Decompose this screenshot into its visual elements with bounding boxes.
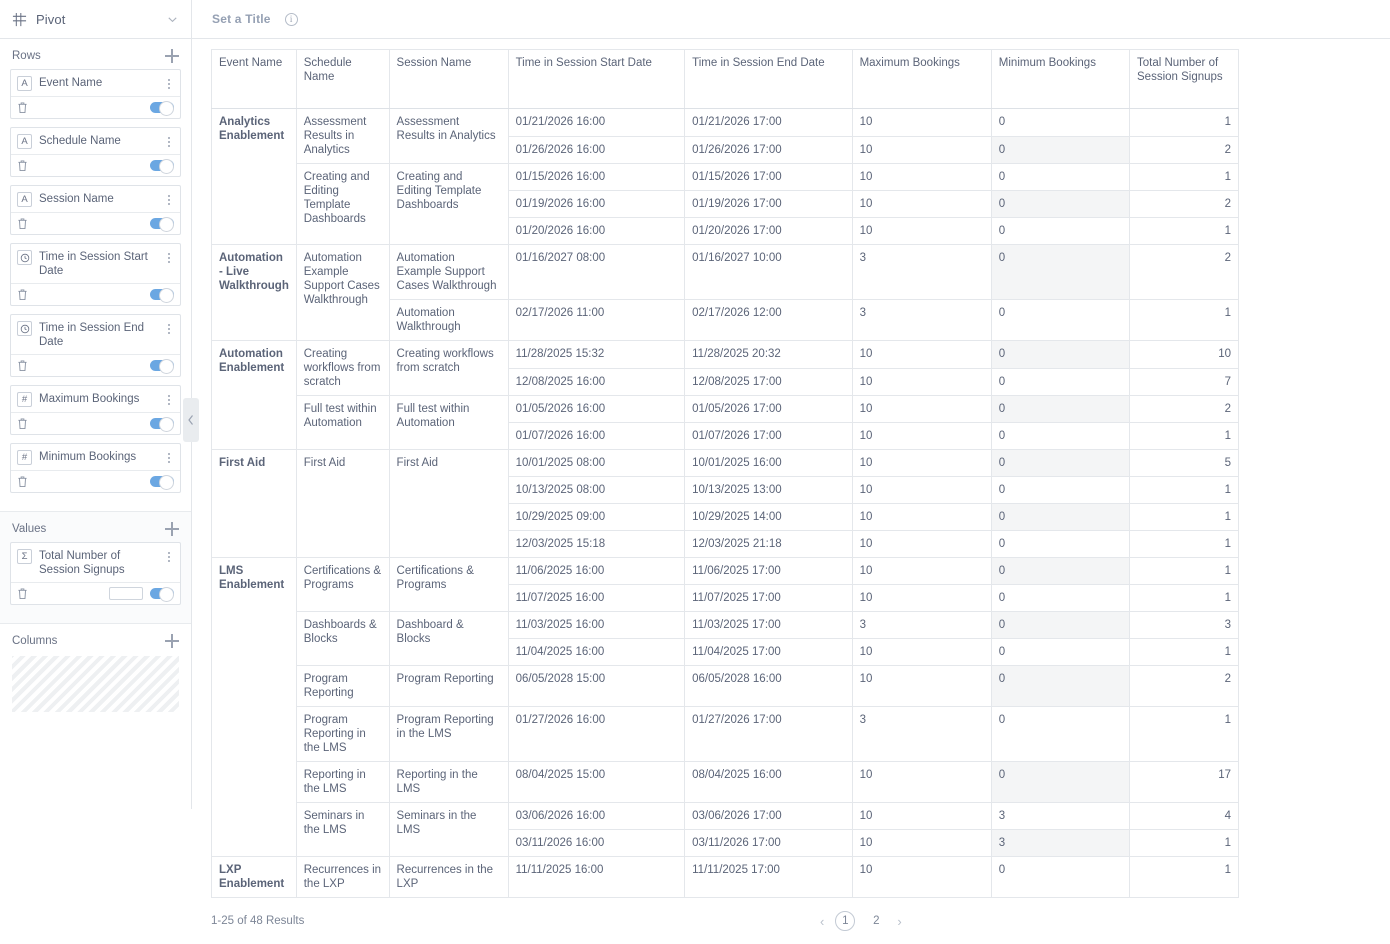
cell-end-date: 10/13/2025 13:00 [685,477,852,504]
cell-schedule-name: Creating workflows from scratch [296,341,389,396]
cell-minimum-bookings: 0 [991,300,1129,341]
page-button-1[interactable]: 1 [835,911,855,931]
field-chip-time-in-session-end-date[interactable] [10,314,181,377]
chip-controls [150,360,174,371]
date-field-icon [17,250,32,265]
delete-icon[interactable] [17,587,28,600]
cell-end-date: 11/04/2025 17:00 [685,639,852,666]
field-chip-maximum-bookings[interactable] [10,385,181,435]
cell-total-session-signups: 2 [1130,245,1239,300]
cell-end-date: 12/08/2025 17:00 [685,368,852,396]
cell-minimum-bookings: 0 [991,218,1129,245]
sidebar-header[interactable] [0,0,191,39]
section-title-rows: Rows [12,50,41,62]
table-row [212,245,1239,300]
cell-maximum-bookings: 10 [852,558,991,585]
section-header-values [10,520,181,542]
cell-maximum-bookings: 10 [852,368,991,396]
field-chip-time-in-session-start-date[interactable] [10,243,181,306]
field-label: Event Name [39,77,103,89]
grid-icon [12,12,27,27]
cell-schedule-name: Automation Example Support Cases Walkthrough [296,245,389,341]
table-row [212,109,1239,137]
sidebar-section-values [0,512,191,623]
table-row [212,450,1239,477]
text-field-icon: A [17,134,32,149]
cell-event-name: Analytics Enablement [212,109,297,245]
cell-schedule-name: Recurrences in the LXP [296,857,389,898]
cell-start-date: 12/03/2025 15:18 [508,531,685,558]
report-header [192,0,1390,39]
prev-page-button[interactable]: ‹ [820,913,825,929]
sidebar-section-columns [0,624,191,722]
cell-total-session-signups: 5 [1130,450,1239,477]
cell-total-session-signups: 1 [1130,707,1239,762]
header-row [212,50,1239,109]
field-menu-button[interactable] [164,320,174,334]
cell-start-date: 01/07/2026 16:00 [508,423,685,450]
cell-maximum-bookings: 10 [852,218,991,245]
cell-maximum-bookings: 10 [852,830,991,857]
cell-maximum-bookings: 10 [852,423,991,450]
report-main [192,0,1390,929]
cell-start-date: 12/08/2025 16:00 [508,368,685,396]
cell-minimum-bookings: 0 [991,639,1129,666]
field-visibility-toggle[interactable] [150,218,174,229]
cell-end-date: 01/15/2026 17:00 [685,164,852,191]
cell-minimum-bookings: 3 [991,803,1129,830]
cell-schedule-name: Certifications & Programs [296,558,389,612]
cell-minimum-bookings: 0 [991,612,1129,639]
cell-start-date: 01/05/2026 16:00 [508,396,685,423]
chip-footer [11,412,180,434]
pivot-table-body [212,109,1239,898]
cell-start-date: 10/29/2025 09:00 [508,504,685,531]
cell-end-date: 01/16/2027 10:00 [685,245,852,300]
cell-start-date: 01/16/2027 08:00 [508,245,685,300]
cell-start-date: 11/28/2025 15:32 [508,341,685,369]
cell-start-date: 01/20/2026 16:00 [508,218,685,245]
sidebar-collapse-handle[interactable] [183,398,199,442]
field-label: Total Number of Session Signups [39,550,125,576]
cell-minimum-bookings: 0 [991,504,1129,531]
cell-session-name: Automation Example Support Cases Walkthrough [389,245,508,300]
field-menu-button[interactable] [164,249,174,263]
cell-minimum-bookings: 0 [991,109,1129,137]
section-title-columns: Columns [12,635,58,647]
cell-total-session-signups: 2 [1130,666,1239,707]
chip-footer [11,470,180,492]
sidebar-sections [0,39,191,809]
column-header-time-in-session-end-date[interactable]: Time in Session End Date [685,50,852,109]
chip-header [11,244,180,283]
field-chip-schedule-name[interactable] [10,127,181,177]
table-row [212,762,1239,803]
column-header-event-name[interactable]: Event Name [212,50,297,109]
cell-minimum-bookings: 0 [991,245,1129,300]
cell-session-name: Creating workflows from scratch [389,341,508,396]
columns-empty-dropzone[interactable] [12,656,179,712]
cell-start-date: 01/26/2026 16:00 [508,136,685,164]
cell-maximum-bookings: 10 [852,585,991,612]
field-menu-button[interactable] [164,191,174,205]
cell-start-date: 03/06/2026 16:00 [508,803,685,830]
cell-maximum-bookings: 10 [852,762,991,803]
table-row [212,857,1239,898]
cell-session-name: Assessment Results in Analytics [389,109,508,164]
results-count: 1-25 of 48 Results [211,915,305,927]
cell-maximum-bookings: 10 [852,477,991,504]
pagination [820,911,902,931]
cell-total-session-signups: 1 [1130,300,1239,341]
delete-icon[interactable] [17,475,28,488]
number-field-icon: # [17,450,32,465]
cell-session-name: Program Reporting in the LMS [389,707,508,762]
cell-maximum-bookings: 10 [852,109,991,137]
chip-footer [11,96,180,118]
cell-minimum-bookings: 0 [991,423,1129,450]
table-row [212,341,1239,369]
cell-event-name: First Aid [212,450,297,558]
chip-controls [150,160,174,171]
cell-end-date: 01/20/2026 17:00 [685,218,852,245]
field-menu-button[interactable] [164,75,174,89]
set-title-button[interactable]: Set a Title [212,12,271,26]
cell-minimum-bookings: 0 [991,762,1129,803]
cell-event-name: Automation Enablement [212,341,297,450]
chip-controls [150,476,174,487]
cell-schedule-name: Seminars in the LMS [296,803,389,857]
cell-event-name: LXP Enablement [212,857,297,898]
cell-start-date: 02/17/2026 11:00 [508,300,685,341]
cell-total-session-signups: 1 [1130,164,1239,191]
cell-maximum-bookings: 3 [852,612,991,639]
cell-total-session-signups: 1 [1130,585,1239,612]
cell-start-date: 01/21/2026 16:00 [508,109,685,137]
delete-icon[interactable] [17,159,28,172]
cell-end-date: 03/11/2026 17:00 [685,830,852,857]
table-row [212,707,1239,762]
field-menu-button[interactable] [164,548,174,562]
cell-total-session-signups: 1 [1130,857,1239,898]
add-value-field-button[interactable] [165,522,179,536]
section-header-rows [10,47,181,69]
field-menu-button[interactable] [164,449,174,463]
cell-minimum-bookings: 0 [991,477,1129,504]
cell-end-date: 11/07/2025 17:00 [685,585,852,612]
chip-footer [11,283,180,305]
cell-maximum-bookings: 10 [852,164,991,191]
cell-start-date: 11/06/2025 16:00 [508,558,685,585]
chip-footer [11,154,180,176]
chip-controls [150,102,174,113]
cell-schedule-name: Dashboards & Blocks [296,612,389,666]
delete-icon[interactable] [17,217,28,230]
sum-field-icon: Σ [17,549,32,564]
cell-end-date: 01/27/2026 17:00 [685,707,852,762]
cell-maximum-bookings: 10 [852,396,991,423]
cell-end-date: 10/29/2025 14:00 [685,504,852,531]
chip-header [11,444,180,470]
field-chip-session-name[interactable] [10,185,181,235]
cell-total-session-signups: 1 [1130,109,1239,137]
cell-maximum-bookings: 10 [852,450,991,477]
cell-schedule-name: Program Reporting in the LMS [296,707,389,762]
cell-schedule-name: Program Reporting [296,666,389,707]
cell-total-session-signups: 1 [1130,558,1239,585]
field-visibility-toggle[interactable] [150,476,174,487]
cell-total-session-signups: 1 [1130,423,1239,450]
cell-end-date: 12/03/2025 21:18 [685,531,852,558]
cell-total-session-signups: 2 [1130,191,1239,218]
cell-maximum-bookings: 3 [852,245,991,300]
column-header-minimum-bookings[interactable]: Minimum Bookings [991,50,1129,109]
cell-maximum-bookings: 10 [852,531,991,558]
chip-controls [109,587,174,600]
field-visibility-toggle[interactable] [150,289,174,300]
cell-maximum-bookings: 10 [852,341,991,369]
pivot-table-container [192,39,1390,898]
cell-session-name: Automation Walkthrough [389,300,508,341]
cell-end-date: 11/11/2025 17:00 [685,857,852,898]
chip-header [11,70,180,96]
cell-schedule-name: First Aid [296,450,389,558]
table-row [212,666,1239,707]
delete-icon[interactable] [17,101,28,114]
column-header-maximum-bookings[interactable]: Maximum Bookings [852,50,991,109]
chevron-left-icon [187,414,195,426]
cell-event-name: Automation - Live Walkthrough [212,245,297,341]
cell-maximum-bookings: 10 [852,191,991,218]
cell-total-session-signups: 3 [1130,612,1239,639]
cell-end-date: 01/21/2026 17:00 [685,109,852,137]
cell-session-name: Recurrences in the LXP [389,857,508,898]
cell-schedule-name: Creating and Editing Template Dashboards [296,164,389,245]
cell-minimum-bookings: 0 [991,857,1129,898]
number-field-icon: # [17,392,32,407]
cell-event-name: LMS Enablement [212,558,297,857]
cell-end-date: 11/06/2025 17:00 [685,558,852,585]
cell-start-date: 06/05/2028 15:00 [508,666,685,707]
cell-minimum-bookings: 0 [991,450,1129,477]
cell-start-date: 11/03/2025 16:00 [508,612,685,639]
chip-header [11,186,180,212]
chip-footer [11,582,180,604]
cell-start-date: 10/01/2025 08:00 [508,450,685,477]
cell-minimum-bookings: 0 [991,341,1129,369]
cell-maximum-bookings: 10 [852,504,991,531]
table-row [212,803,1239,830]
cell-start-date: 11/07/2025 16:00 [508,585,685,612]
cell-minimum-bookings: 0 [991,136,1129,164]
chip-header [11,386,180,412]
cell-minimum-bookings: 3 [991,830,1129,857]
field-label: Time in Session End Date [39,322,145,348]
field-visibility-toggle[interactable] [150,360,174,371]
cell-maximum-bookings: 3 [852,707,991,762]
field-chip-total-number-of-session-signups[interactable] [10,542,181,605]
cell-schedule-name: Reporting in the LMS [296,762,389,803]
cell-session-name: Creating and Editing Template Dashboards [389,164,508,245]
text-field-icon: A [17,76,32,91]
cell-minimum-bookings: 0 [991,531,1129,558]
cell-start-date: 01/27/2026 16:00 [508,707,685,762]
table-row [212,164,1239,191]
chip-controls [150,418,174,429]
delete-icon[interactable] [17,288,28,301]
cell-total-session-signups: 4 [1130,803,1239,830]
cell-total-session-signups: 1 [1130,477,1239,504]
column-header-session-name[interactable]: Session Name [389,50,508,109]
chip-controls [150,289,174,300]
pivot-table [211,49,1239,898]
cell-schedule-name: Full test within Automation [296,396,389,450]
field-label: Maximum Bookings [39,393,140,405]
cell-minimum-bookings: 0 [991,191,1129,218]
cell-total-session-signups: 1 [1130,531,1239,558]
column-header-schedule-name[interactable]: Schedule Name [296,50,389,109]
cell-session-name: Full test within Automation [389,396,508,450]
cell-end-date: 01/26/2026 17:00 [685,136,852,164]
column-header-time-in-session-start-date[interactable]: Time in Session Start Date [508,50,685,109]
cell-total-session-signups: 1 [1130,830,1239,857]
field-label: Time in Session Start Date [39,251,148,277]
field-label: Minimum Bookings [39,451,137,463]
cell-total-session-signups: 1 [1130,639,1239,666]
field-chip-minimum-bookings[interactable] [10,443,181,493]
chip-footer [11,354,180,376]
cell-end-date: 11/28/2025 20:32 [685,341,852,369]
add-column-field-button[interactable] [165,634,179,648]
cell-session-name: Reporting in the LMS [389,762,508,803]
field-label: Session Name [39,193,114,205]
cell-total-session-signups: 17 [1130,762,1239,803]
cell-start-date: 01/15/2026 16:00 [508,164,685,191]
cell-minimum-bookings: 0 [991,558,1129,585]
field-menu-button[interactable] [164,391,174,405]
cell-maximum-bookings: 10 [852,803,991,830]
cell-start-date: 11/11/2025 16:00 [508,857,685,898]
cell-end-date: 10/01/2025 16:00 [685,450,852,477]
cell-start-date: 11/04/2025 16:00 [508,639,685,666]
cell-maximum-bookings: 10 [852,639,991,666]
pivot-table-head [212,50,1239,109]
cell-total-session-signups: 10 [1130,341,1239,369]
cell-minimum-bookings: 0 [991,396,1129,423]
cell-maximum-bookings: 10 [852,136,991,164]
sidebar-title: Pivot [36,11,66,27]
add-row-field-button[interactable] [165,49,179,63]
chip-header [11,315,180,354]
cell-end-date: 11/03/2025 17:00 [685,612,852,639]
chip-controls [150,218,174,229]
cell-minimum-bookings: 0 [991,164,1129,191]
chevron-down-icon[interactable] [166,13,179,26]
cell-end-date: 01/19/2026 17:00 [685,191,852,218]
cell-end-date: 06/05/2028 16:00 [685,666,852,707]
cell-minimum-bookings: 0 [991,368,1129,396]
cell-end-date: 02/17/2026 12:00 [685,300,852,341]
text-field-icon: A [17,192,32,207]
field-menu-button[interactable] [164,133,174,147]
pivot-config-sidebar [0,0,192,809]
cell-start-date: 10/13/2025 08:00 [508,477,685,504]
cell-schedule-name: Assessment Results in Analytics [296,109,389,164]
cell-total-session-signups: 2 [1130,396,1239,423]
cell-session-name: Seminars in the LMS [389,803,508,857]
cell-maximum-bookings: 10 [852,857,991,898]
sidebar-section-rows [0,39,191,511]
field-visibility-toggle[interactable] [150,102,174,113]
date-field-icon [17,321,32,336]
page-button-2[interactable]: 2 [873,915,880,927]
cell-start-date: 08/04/2025 15:00 [508,762,685,803]
field-label: Schedule Name [39,135,121,147]
field-visibility-toggle[interactable] [150,418,174,429]
report-footer [192,898,1390,944]
cell-total-session-signups: 2 [1130,136,1239,164]
cell-total-session-signups: 7 [1130,368,1239,396]
info-icon[interactable]: i [285,13,298,26]
table-row [212,396,1239,423]
cell-end-date: 08/04/2025 16:00 [685,762,852,803]
value-format-input[interactable] [109,587,143,600]
cell-end-date: 01/07/2026 17:00 [685,423,852,450]
cell-total-session-signups: 1 [1130,504,1239,531]
table-row [212,558,1239,585]
field-visibility-toggle[interactable] [150,588,174,599]
cell-total-session-signups: 1 [1130,218,1239,245]
cell-end-date: 01/05/2026 17:00 [685,396,852,423]
section-title-values: Values [12,523,47,535]
column-header-total-number-of-session-signups[interactable]: Total Number of Session Signups [1130,50,1239,109]
cell-minimum-bookings: 0 [991,666,1129,707]
field-visibility-toggle[interactable] [150,160,174,171]
cell-start-date: 01/19/2026 16:00 [508,191,685,218]
cell-minimum-bookings: 0 [991,707,1129,762]
cell-maximum-bookings: 10 [852,666,991,707]
table-row [212,612,1239,639]
cell-session-name: Dashboard & Blocks [389,612,508,666]
cell-start-date: 03/11/2026 16:00 [508,830,685,857]
cell-session-name: Program Reporting [389,666,508,707]
cell-session-name: Certifications & Programs [389,558,508,612]
cell-end-date: 03/06/2026 17:00 [685,803,852,830]
delete-icon[interactable] [17,359,28,372]
delete-icon[interactable] [17,417,28,430]
cell-minimum-bookings: 0 [991,585,1129,612]
chip-header [11,543,180,582]
cell-session-name: First Aid [389,450,508,558]
section-header-columns [10,632,181,654]
chip-footer [11,212,180,234]
chip-header [11,128,180,154]
cell-maximum-bookings: 3 [852,300,991,341]
field-chip-event-name[interactable] [10,69,181,119]
next-page-button[interactable]: › [897,913,902,929]
